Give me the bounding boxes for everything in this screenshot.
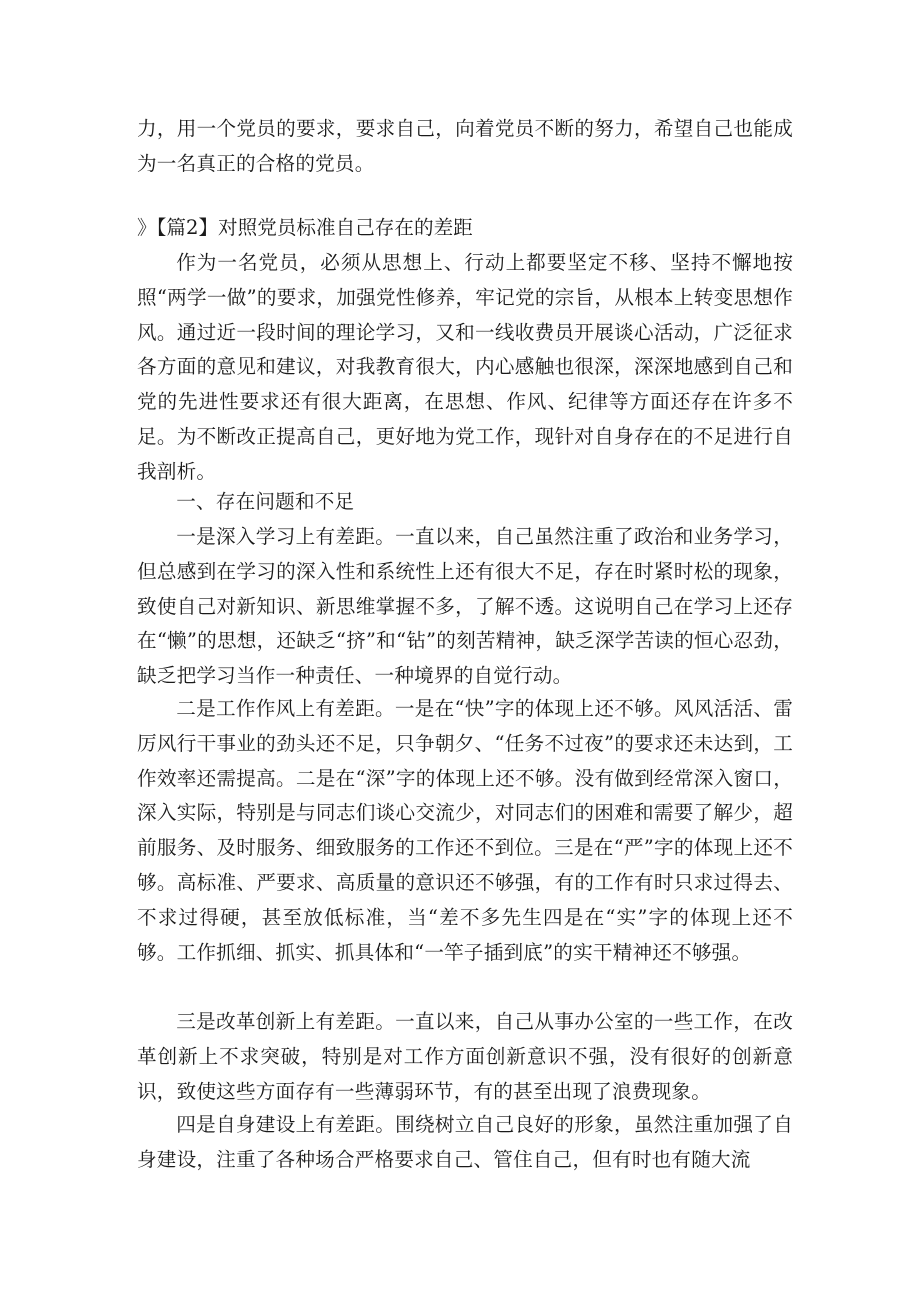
intro-paragraph: 作为一名党员，必须从思想上、行动上都要坚定不移、坚持不懈地按照“两学一做”的要求，加强党性修养，牢记党的宗旨，从根本上转变思想作风。通过近一段时间的理论学习，又和一线收费员开展谈心活动，广泛征求各方面的意见和建议，对我教育很大，内心感触也很深，深深地感到自己和党的先进性要求还有很大距离，在思想、作风、纪律等方面还存在许多不足。为不断改正提高自己，更好地为党工作，现针对自身存在的不足进行自我剖析。 bbox=[137, 251, 793, 483]
point-2-paragraph: 二是工作作风上有差距。一是在“快”字的体现上还不够。风风活活、雷厉风行干事业的劲头还不足，只争朝夕、“任务不过夜”的要求还未达到，工作效率还需提高。二是在“深”字的体现上还不够。没有做到经常深入窗口，深入实际，特别是与同志们谈心交流少，对同志们的困难和需要了解少，超前服务、及时服务、细致服务的工作还不到位。三是在“严”字的体现上还不够。高标准、严要求、高质量的意识还不够强，有的工作有时只求过得去、不求过得硬，甚至放低标准，当“差不多先生四是在“实”字的体现上还不够。工作抓细、抓实、抓具体和“一竿子插到底”的实干精神还不够强。 bbox=[137, 697, 793, 964]
section-heading: 》【篇2】对照党员标准自己存在的差距 bbox=[137, 216, 473, 239]
point-3-paragraph: 三是改革创新上有差距。一直以来，自己从事办公室的一些工作，在改革创新上不求突破，特别是对工作方面创新意识不强，没有很好的创新意识，致使这些方面存有一些薄弱环节，有的甚至出现了浪费现象。 bbox=[137, 1010, 793, 1103]
point-4-paragraph: 四是自身建设上有差距。围绕树立自己良好的形象，虽然注重加强了自身建设，注重了各种场合严格要求自己、管住自己，但有时也有随大流 bbox=[137, 1113, 793, 1171]
subheading-problems: 一、存在问题和不足 bbox=[176, 490, 355, 513]
continuation-paragraph: 力，用一个党员的要求，要求自己，向着党员不断的努力，希望自己也能成为一名真正的合格的党员。 bbox=[137, 117, 793, 175]
point-1-paragraph: 一是深入学习上有差距。一直以来，自己虽然注重了政治和业务学习，但总感到在学习的深入性和系统性上还有很大不足，存在时紧时松的现象，致使自己对新知识、新思维掌握不多，了解不透。这说明自己在学习上还存在“懒”的思想，还缺乏“挤”和“钻”的刻苦精神，缺乏深学苦读的恒心忍劲，缺乏把学习当作一种责任、一种境界的自觉行动。 bbox=[137, 525, 793, 688]
